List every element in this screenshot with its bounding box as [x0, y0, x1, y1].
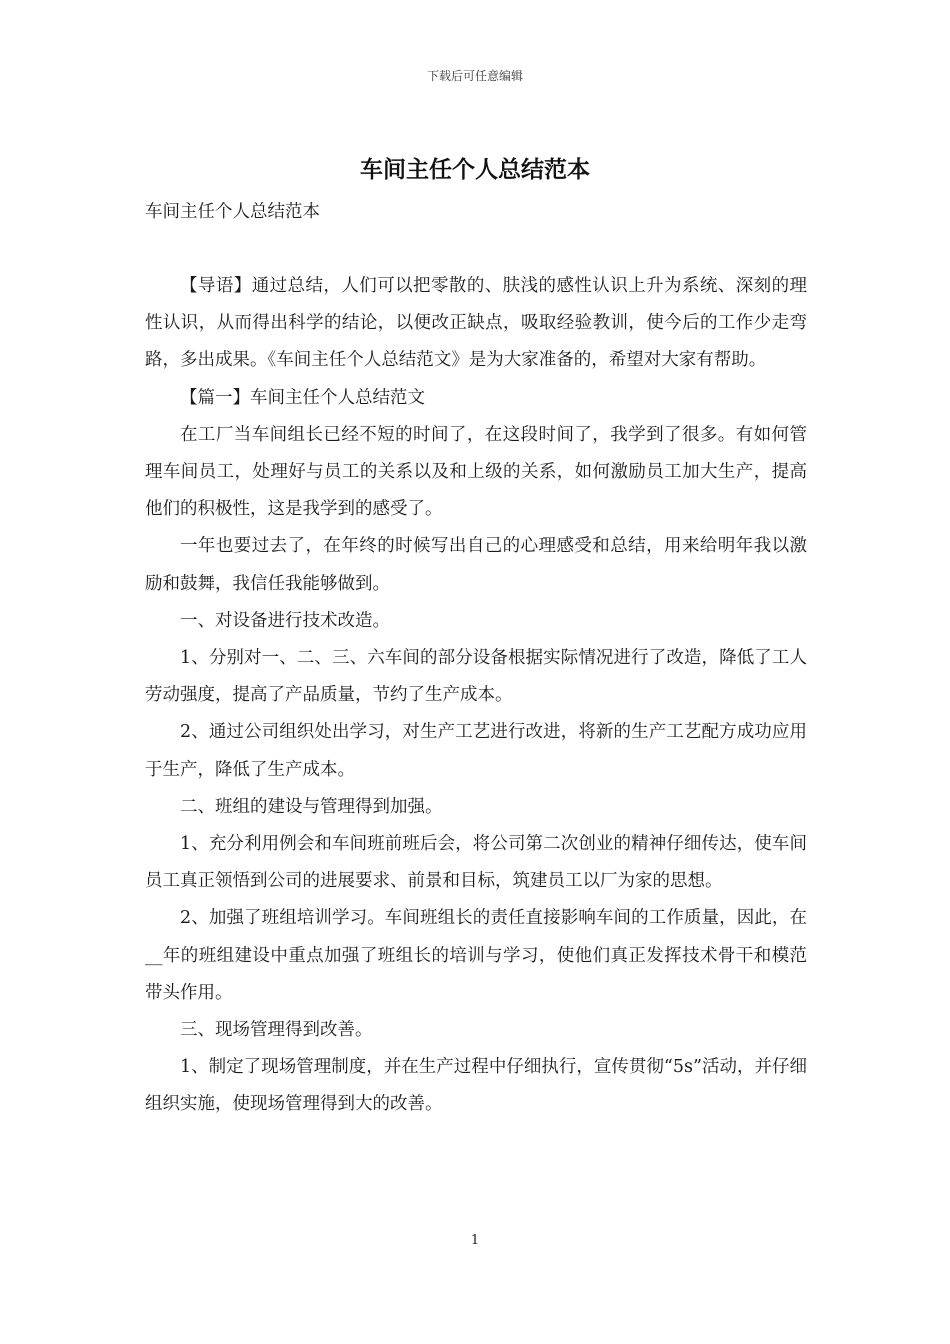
paragraph-heading: 三、现场管理得到改善。	[180, 1020, 373, 1041]
document-subtitle: 车间主任个人总结范本	[145, 202, 320, 222]
page-number: 1	[470, 1233, 480, 1248]
paragraph: 2、通过公司组织处出学习，对生产工艺进行改进，将新的生产工艺配方成功应用于生产，降低了生产成本。	[145, 722, 807, 780]
paragraph-heading: 二、班组的建设与管理得到加强。	[180, 796, 443, 817]
paragraph: 2、加强了班组培训学习。车间班组长的责任直接影响车间的工作质量，因此，在__年的班组建设中重点加强了班组长的培训与学习，使他们真正发挥技术骨干和模范带头作用。	[145, 908, 807, 1003]
document-title: 车间主任个人总结范本	[360, 156, 590, 183]
paragraph-section-heading: 【篇一】车间主任个人总结范文	[180, 387, 425, 408]
paragraph-intro: 【导语】通过总结，人们可以把零散的、肤浅的感性认识上升为系统、深刻的理性认识，从而得出科学的结论，以便改正缺点，吸取经验教训，使今后的工作少走弯路，多出成果。《车间主任个人总结范文》是为大家准备的，希望对大家有帮助。	[145, 276, 807, 371]
paragraph-heading: 一、对设备进行技术改造。	[180, 610, 390, 631]
paragraph: 1、充分利用例会和车间班前班后会，将公司第二次创业的精神仔细传达，使车间员工真正领悟到公司的进展要求、前景和目标，筑建员工以厂为家的思想。	[145, 834, 807, 892]
paragraph: 1、分别对一、二、三、六车间的部分设备根据实际情况进行了改造，降低了工人劳动强度，提高了产品质量，节约了生产成本。	[145, 648, 807, 706]
document-body	[145, 268, 807, 1124]
paragraph: 一年也要过去了，在年终的时候写出自己的心理感受和总结，用来给明年我以激励和鼓舞，我信任我能够做到。	[145, 536, 807, 594]
paragraph: 在工厂当车间组长已经不短的时间了，在这段时间了，我学到了很多。有如何管理车间员工，处理好与员工的关系以及和上级的关系，如何激励员工加大生产，提高他们的积极性，这是我学到的感受了。	[145, 424, 807, 520]
header-note: 下载后可任意编辑	[426, 69, 523, 83]
paragraph: 1、制定了现场管理制度，并在生产过程中仔细执行，宣传贯彻“5s”活动，并仔细组织实施，使现场管理得到大的改善。	[145, 1057, 807, 1115]
